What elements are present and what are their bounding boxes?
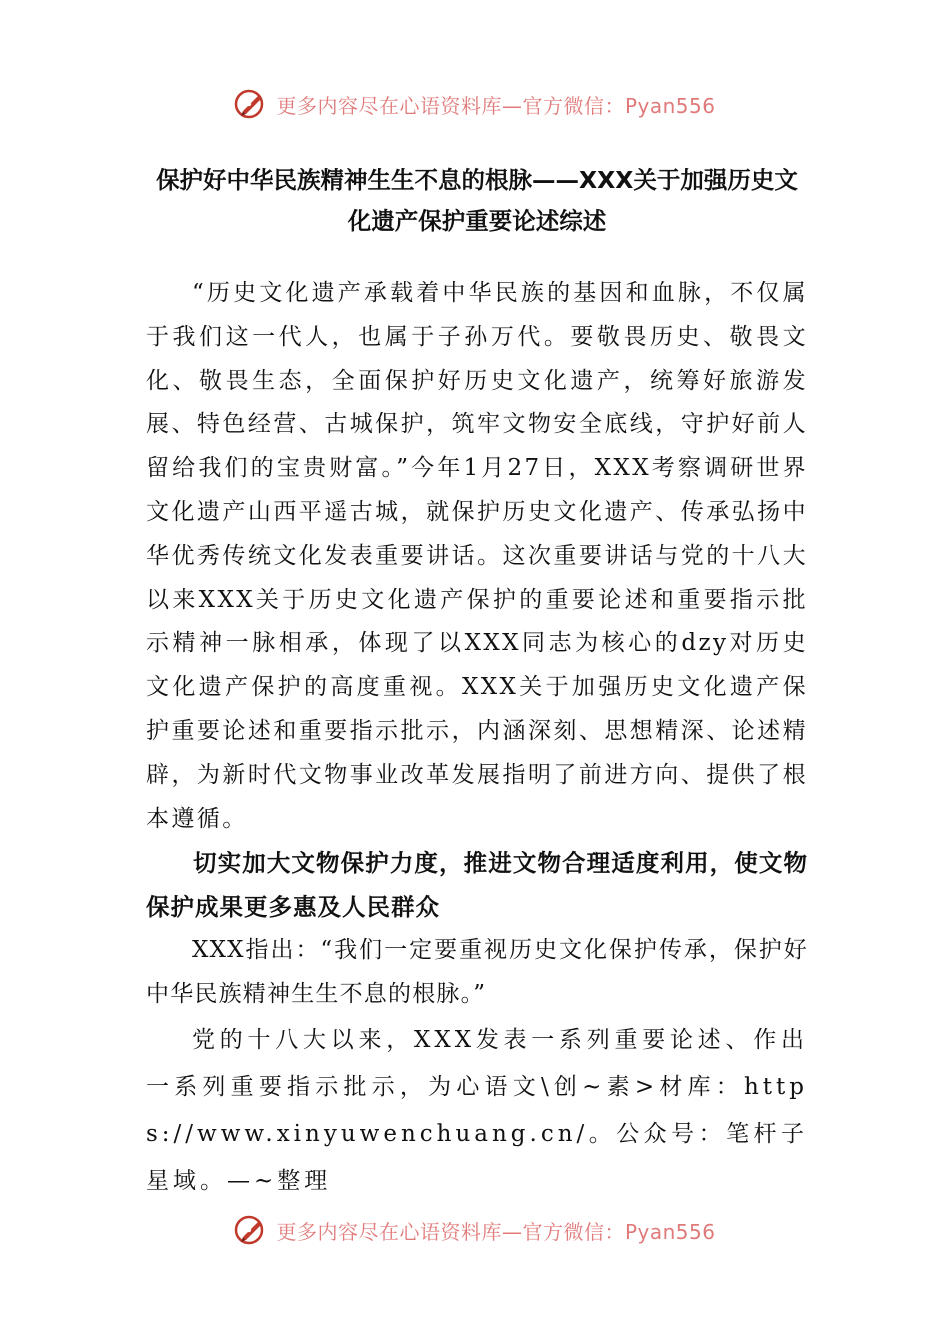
watermark-header <box>0 84 950 124</box>
watermark-text: 更多内容尽在心语资料库—官方微信：Pyan556 <box>276 1219 716 1244</box>
closing-paragraph: 党的十八大以来，XXX发表一系列重要论述、作出一系列重要指示批示，为心语文\创~素>材库：https://www.xinyuwenchuang.cn/。公众号：笔杆子星域。—~整理 <box>146 1026 808 1194</box>
section-heading: 切实加大文物保护力度，推进文物合理适度利用，使文物保护成果更多惠及人民群众 <box>146 849 808 922</box>
document-body <box>146 160 808 1205</box>
document-title: 保护好中华民族精神生生不息的根脉——XXX关于加强历史文化遗产保护重要论述综述 <box>156 166 798 235</box>
watermark-footer <box>0 1210 950 1250</box>
intro-paragraph: “历史文化遗产承载着中华民族的基因和血脉，不仅属于我们这一代人，也属于子孙万代。要敬畏历史、敬畏文化、敬畏生态，全面保护好历史文化遗产，统筹好旅游发展、特色经营、古城保护，筑牢文物安全底线，守护好前人留给我们的宝贵财富。”今年1月27日，XXX考察调研世界文化遗产山西平遥古城，就保护历史文化遗产、传承弘扬中华优秀传统文化发表重要讲话。这次重要讲话与党的十八大以来XXX关于历史文化遗产保护的重要论述和重要指示批示精神一脉相承，体现了以XXX同志为核心的dzy对历史文化遗产保护的高度重视。XXX关于加强历史文化遗产保护重要论述和重要指示批示，内涵深刻、思想精深、论述精辟，为新时代文物事业改革发展指明了前进方向、提供了根本遵循。 <box>146 280 808 832</box>
pen-logo-icon <box>234 87 268 121</box>
pen-logo-icon <box>234 1213 268 1247</box>
quote-paragraph: XXX指出：“我们一定要重视历史文化保护传承，保护好中华民族精神生生不息的根脉。” <box>146 937 808 1008</box>
watermark-text: 更多内容尽在心语资料库—官方微信：Pyan556 <box>276 93 716 118</box>
